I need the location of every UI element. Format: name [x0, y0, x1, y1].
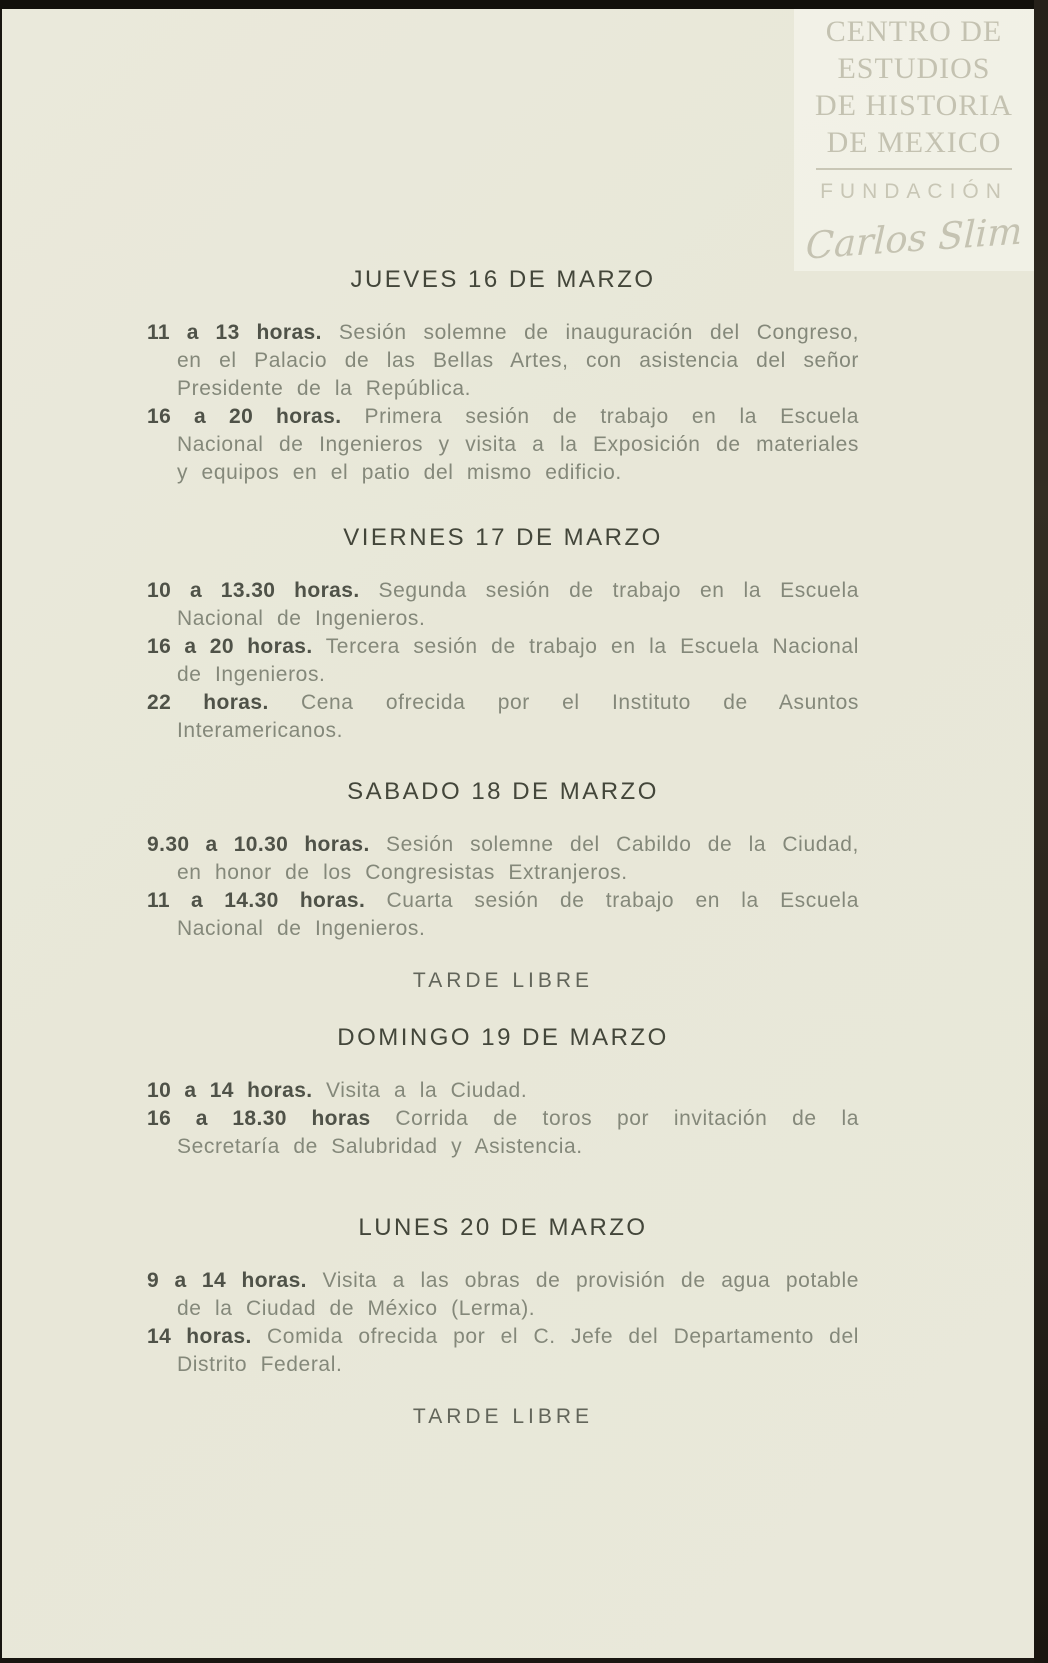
- schedule-entry: [147, 319, 859, 403]
- day-heading-viernes: VIERNES 17 DE MARZO: [343, 524, 663, 551]
- entry-description: Cuarta sesión de trabajo en la Escuela Nacional de Ingenieros.: [177, 889, 859, 940]
- schedule-entry: [147, 831, 859, 887]
- entry-description: Comida ofrecida por el C. Jefe del Departamento del Distrito Federal.: [177, 1325, 859, 1376]
- schedule-entry: [147, 1267, 859, 1323]
- schedule-entry: [147, 689, 859, 745]
- entry-description: Cena ofrecida por el Instituto de Asuntos Interamericanos.: [177, 691, 859, 742]
- schedule-entry: [147, 887, 859, 943]
- entry-time: 10 a 13.30 horas.: [147, 579, 360, 602]
- day-heading-sabado: SABADO 18 DE MARZO: [347, 778, 659, 805]
- entry-time: 16 a 20 horas.: [147, 635, 313, 658]
- schedule-entry: [147, 1323, 859, 1379]
- document-page: [2, 9, 1034, 1658]
- schedule-entry: [147, 633, 859, 689]
- watermark-org-line: DE MEXICO: [826, 126, 1002, 159]
- entry-time: 16 a 20 horas.: [147, 405, 342, 428]
- program-schedule: [147, 9, 859, 1431]
- entry-description: Primera sesión de trabajo en la Escuela Nacional de Ingenieros y visita a la Exposición de materiales y equipos en el patio del mismo edificio.: [177, 405, 859, 484]
- entry-time: 9.30 a 10.30 horas.: [147, 833, 370, 856]
- watermark-org-line: DE HISTORIA: [815, 89, 1013, 122]
- schedule-entry: [147, 1105, 859, 1161]
- scan-border-top: [0, 0, 1048, 9]
- entry-description: Sesión solemne del Cabildo de la Ciudad, en honor de los Congresistas Extranjeros.: [177, 833, 859, 884]
- watermark-foundation-label: FUNDACIÓN: [820, 180, 1008, 203]
- schedule-entry: [147, 403, 859, 487]
- day-heading-lunes: LUNES 20 DE MARZO: [358, 1214, 648, 1241]
- entry-description: Corrida de toros por invitación de la Secretaría de Salubridad y Asistencia.: [177, 1107, 860, 1158]
- entry-time: 11 a 13 horas.: [147, 321, 322, 344]
- entry-time: 10 a 14 horas.: [147, 1079, 313, 1102]
- free-afternoon-note: TARDE LIBRE: [412, 1405, 594, 1428]
- entry-time: 11 a 14.30 horas.: [147, 889, 366, 912]
- free-afternoon-note: TARDE LIBRE: [412, 969, 594, 992]
- scan-border-right: [1034, 0, 1048, 1663]
- schedule-entry: [147, 577, 859, 633]
- entry-description: Visita a la Ciudad.: [325, 1079, 528, 1102]
- entry-description: Segunda sesión de trabajo en la Escuela Nacional de Ingenieros.: [177, 579, 859, 630]
- entry-description: Sesión solemne de inauguración del Congreso, en el Palacio de las Bellas Artes, con asistencia del señor Presidente de la República.: [177, 321, 859, 400]
- entry-description: Tercera sesión de trabajo en la Escuela Nacional de Ingenieros.: [177, 635, 859, 686]
- watermark-org-line: CENTRO DE: [825, 15, 1003, 48]
- entry-time: 9 a 14 horas.: [147, 1269, 307, 1292]
- watermark-org-line: ESTUDIOS: [837, 52, 991, 85]
- day-heading-jueves: JUEVES 16 DE MARZO: [350, 266, 656, 293]
- day-heading-domingo: DOMINGO 19 DE MARZO: [337, 1024, 669, 1051]
- schedule-entry: [147, 1077, 859, 1105]
- watermark-signature: Carlos Slim: [805, 209, 1024, 268]
- entry-time: 14 horas.: [147, 1325, 252, 1348]
- entry-time: 22 horas.: [147, 691, 269, 714]
- entry-description: Visita a las obras de provisión de agua potable de la Ciudad de México (Lerma).: [177, 1269, 859, 1320]
- entry-time: 16 a 18.30 horas: [147, 1107, 371, 1130]
